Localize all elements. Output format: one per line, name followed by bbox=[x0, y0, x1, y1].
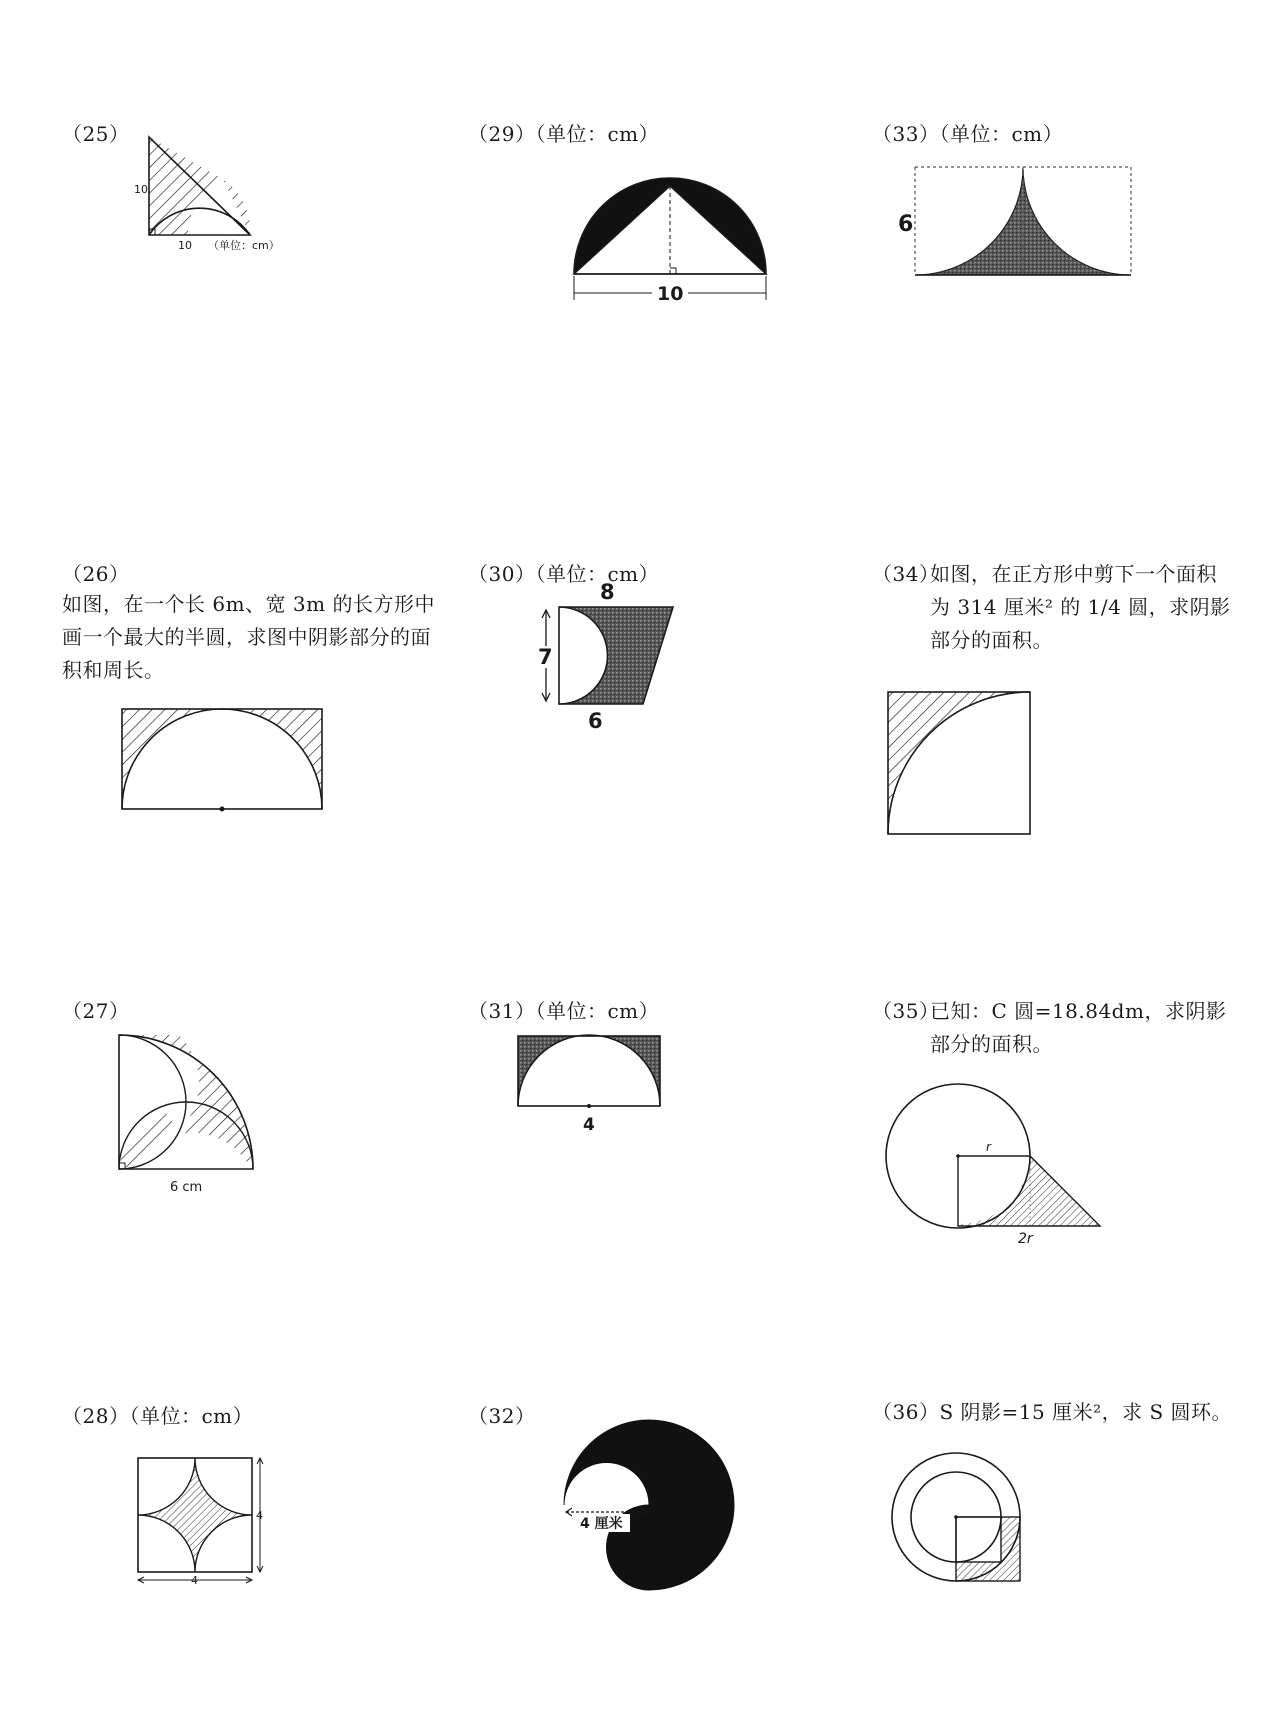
problem-34-text: 如图，在正方形中剪下一个面积为 314 厘米² 的 1/4 圆，求阴影部分的面积。 bbox=[930, 562, 1231, 652]
problem-30-top-label: 8 bbox=[600, 580, 615, 604]
problem-28-base-label: 4 bbox=[191, 1574, 198, 1587]
problem-28-label: （28）（单位：cm） bbox=[62, 1404, 254, 1428]
problem-28-figure bbox=[130, 1450, 270, 1585]
problem-26-label: （26） bbox=[62, 562, 130, 586]
problem-35-text: 已知：C 圆=18.84dm，求阴影部分的面积。 bbox=[930, 999, 1227, 1056]
problem-25-figure bbox=[128, 125, 318, 275]
problem-25-side-label: 10 bbox=[134, 183, 148, 196]
problem-32-label: （32） bbox=[468, 1404, 536, 1428]
problem-34-figure bbox=[884, 688, 1044, 843]
problem-31-base-label: 4 bbox=[583, 1115, 595, 1135]
problem-35-base-label: 2r bbox=[1018, 1231, 1033, 1247]
problem-35-figure bbox=[880, 1080, 1105, 1255]
problem-33-label: （33）（单位：cm） bbox=[872, 122, 1064, 146]
problem-32-dim-label: 4 厘米 bbox=[580, 1516, 623, 1532]
problem-34-label: （34） bbox=[872, 562, 940, 586]
problem-27-base-label: 6 cm bbox=[170, 1180, 203, 1195]
problem-31-figure bbox=[512, 1030, 667, 1135]
problem-27-figure bbox=[112, 1028, 272, 1203]
problem-28-side-label: 4 bbox=[256, 1509, 263, 1522]
problem-30-label: （30）（单位：cm） bbox=[468, 562, 660, 586]
problem-31-label: （31）（单位：cm） bbox=[468, 999, 660, 1023]
problem-33-height-label: 6 bbox=[898, 212, 914, 237]
problem-33-figure bbox=[898, 158, 1138, 288]
problem-27-label: （27） bbox=[62, 999, 130, 1023]
problem-26-figure bbox=[118, 705, 328, 815]
problem-25-base-label: 10 bbox=[178, 239, 192, 252]
problem-32-figure bbox=[556, 1410, 746, 1600]
problem-30-figure bbox=[532, 580, 682, 740]
problem-30-bottom-label: 6 bbox=[588, 709, 603, 733]
problem-36-figure bbox=[884, 1445, 1034, 1595]
problem-25-label: （25） bbox=[62, 122, 130, 146]
problem-25-unit-label: （单位：cm） bbox=[208, 239, 280, 252]
problem-35-label: （35） bbox=[872, 999, 940, 1023]
problem-36-label: （36）S 阴影=15 厘米²，求 S 圆环。 bbox=[872, 1400, 1233, 1424]
problem-26-text: 如图，在一个长 6m、宽 3m 的长方形中画一个最大的半圆，求图中阴影部分的面积和周长。 bbox=[62, 592, 435, 682]
problem-29-figure bbox=[566, 178, 776, 313]
problem-35-r-label: r bbox=[986, 1140, 991, 1154]
problem-29-label: （29）（单位：cm） bbox=[468, 122, 660, 146]
problem-29-base-label: 10 bbox=[657, 283, 684, 305]
problem-30-height-label: 7 bbox=[538, 645, 553, 669]
